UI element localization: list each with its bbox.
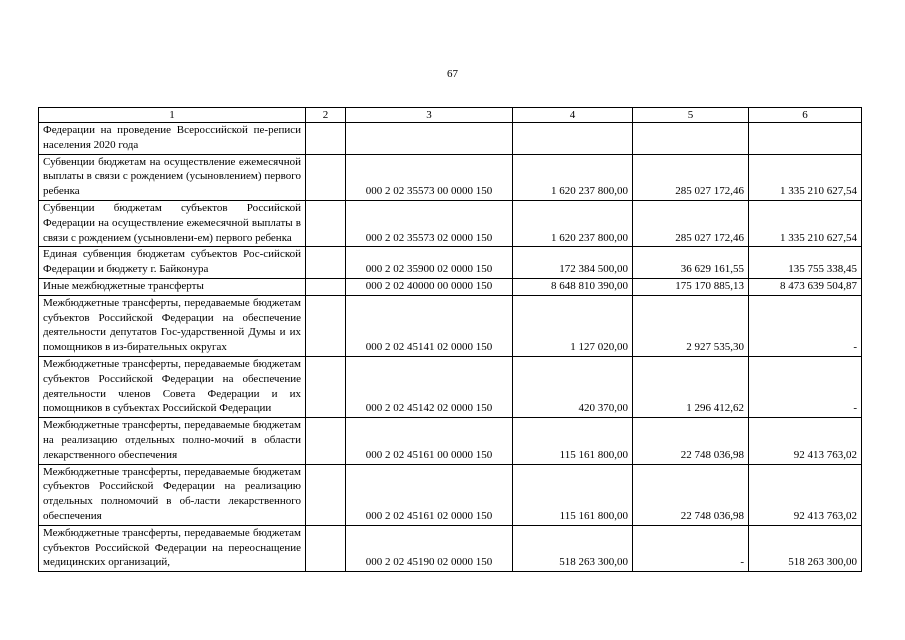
table-row xyxy=(39,247,862,279)
row-code: 000 2 02 45190 02 0000 150 xyxy=(346,525,513,571)
row-amount-remaining: 92 413 763,02 xyxy=(749,418,862,464)
row-name: Федерации на проведение Всероссийской пе-реписи населения 2020 года xyxy=(39,123,306,155)
row-code: 000 2 02 45161 02 0000 150 xyxy=(346,464,513,525)
row-amount-remaining: 92 413 763,02 xyxy=(749,464,862,525)
table-row xyxy=(39,464,862,525)
row-amount-remaining: 518 263 300,00 xyxy=(749,525,862,571)
table-row xyxy=(39,200,862,246)
table-row xyxy=(39,525,862,571)
row-name: Межбюджетные трансферты, передаваемые бюджетам субъектов Российской Федерации на обеспечение деятельности членов Совета Федерации и их помощников в субъектах Российской Федерации xyxy=(39,356,306,417)
row-col2 xyxy=(306,418,346,464)
row-col2 xyxy=(306,154,346,200)
row-amount-approved: 172 384 500,00 xyxy=(513,247,633,279)
table-row xyxy=(39,123,862,155)
row-amount-remaining: 135 755 338,45 xyxy=(749,247,862,279)
column-header: 1 xyxy=(39,108,306,123)
table-row xyxy=(39,418,862,464)
column-header: 4 xyxy=(513,108,633,123)
table-row xyxy=(39,278,862,295)
row-code: 000 2 02 45161 00 0000 150 xyxy=(346,418,513,464)
row-amount-approved: 115 161 800,00 xyxy=(513,418,633,464)
row-amount-approved: 8 648 810 390,00 xyxy=(513,278,633,295)
row-code: 000 2 02 35900 02 0000 150 xyxy=(346,247,513,279)
row-amount-executed: 2 927 535,30 xyxy=(633,295,749,356)
budget-table xyxy=(38,107,862,572)
row-amount-executed: - xyxy=(633,525,749,571)
row-amount-approved: 115 161 800,00 xyxy=(513,464,633,525)
row-amount-executed: 22 748 036,98 xyxy=(633,418,749,464)
row-col2 xyxy=(306,356,346,417)
row-amount-approved: 1 620 237 800,00 xyxy=(513,154,633,200)
row-name: Межбюджетные трансферты, передаваемые бюджетам субъектов Российской Федерации на переоснащение медицинских организаций, xyxy=(39,525,306,571)
row-code: 000 2 02 35573 00 0000 150 xyxy=(346,154,513,200)
table-header-row xyxy=(39,108,862,123)
row-amount-approved: 420 370,00 xyxy=(513,356,633,417)
row-amount-executed: 175 170 885,13 xyxy=(633,278,749,295)
row-col2 xyxy=(306,295,346,356)
row-amount-executed: 285 027 172,46 xyxy=(633,200,749,246)
row-amount-executed: 285 027 172,46 xyxy=(633,154,749,200)
row-name: Иные межбюджетные трансферты xyxy=(39,278,306,295)
row-amount-approved: 518 263 300,00 xyxy=(513,525,633,571)
row-amount-executed xyxy=(633,123,749,155)
row-amount-remaining: 1 335 210 627,54 xyxy=(749,154,862,200)
table-row xyxy=(39,356,862,417)
row-name: Субвенции бюджетам на осуществление ежемесячной выплаты в связи с рождением (усыновлением) первого ребенка xyxy=(39,154,306,200)
row-amount-executed: 36 629 161,55 xyxy=(633,247,749,279)
row-code xyxy=(346,123,513,155)
row-amount-remaining: 8 473 639 504,87 xyxy=(749,278,862,295)
row-code: 000 2 02 40000 00 0000 150 xyxy=(346,278,513,295)
row-col2 xyxy=(306,247,346,279)
row-amount-remaining xyxy=(749,123,862,155)
row-col2 xyxy=(306,200,346,246)
row-code: 000 2 02 35573 02 0000 150 xyxy=(346,200,513,246)
page-number: 67 xyxy=(447,68,458,80)
row-amount-approved: 1 620 237 800,00 xyxy=(513,200,633,246)
row-amount-approved: 1 127 020,00 xyxy=(513,295,633,356)
row-name: Межбюджетные трансферты, передаваемые бюджетам субъектов Российской Федерации на реализацию отдельных полномочий в об-ласти лекарственного обеспечения xyxy=(39,464,306,525)
column-header: 3 xyxy=(346,108,513,123)
row-amount-remaining: - xyxy=(749,356,862,417)
row-col2 xyxy=(306,464,346,525)
row-amount-executed: 22 748 036,98 xyxy=(633,464,749,525)
column-header: 2 xyxy=(306,108,346,123)
row-name: Единая субвенция бюджетам субъектов Рос-сийской Федерации и бюджету г. Байконура xyxy=(39,247,306,279)
row-code: 000 2 02 45142 02 0000 150 xyxy=(346,356,513,417)
row-amount-approved xyxy=(513,123,633,155)
row-name: Межбюджетные трансферты, передаваемые бюджетам на реализацию отдельных полно-мочий в области лекарственного обеспечения xyxy=(39,418,306,464)
row-name: Межбюджетные трансферты, передаваемые бюджетам субъектов Российской Федерации на обеспечение деятельности депутатов Гос-ударственной Думы и их помощников в из-бирательных округах xyxy=(39,295,306,356)
row-name: Субвенции бюджетам субъектов Российской Федерации на осуществление ежемесячной выплаты в связи с рождением (усыновлени-ем) первого ребенка xyxy=(39,200,306,246)
row-amount-executed: 1 296 412,62 xyxy=(633,356,749,417)
row-col2 xyxy=(306,278,346,295)
row-amount-remaining: - xyxy=(749,295,862,356)
column-header: 5 xyxy=(633,108,749,123)
table-row xyxy=(39,295,862,356)
table-row xyxy=(39,154,862,200)
row-col2 xyxy=(306,123,346,155)
column-header: 6 xyxy=(749,108,862,123)
row-col2 xyxy=(306,525,346,571)
row-amount-remaining: 1 335 210 627,54 xyxy=(749,200,862,246)
row-code: 000 2 02 45141 02 0000 150 xyxy=(346,295,513,356)
